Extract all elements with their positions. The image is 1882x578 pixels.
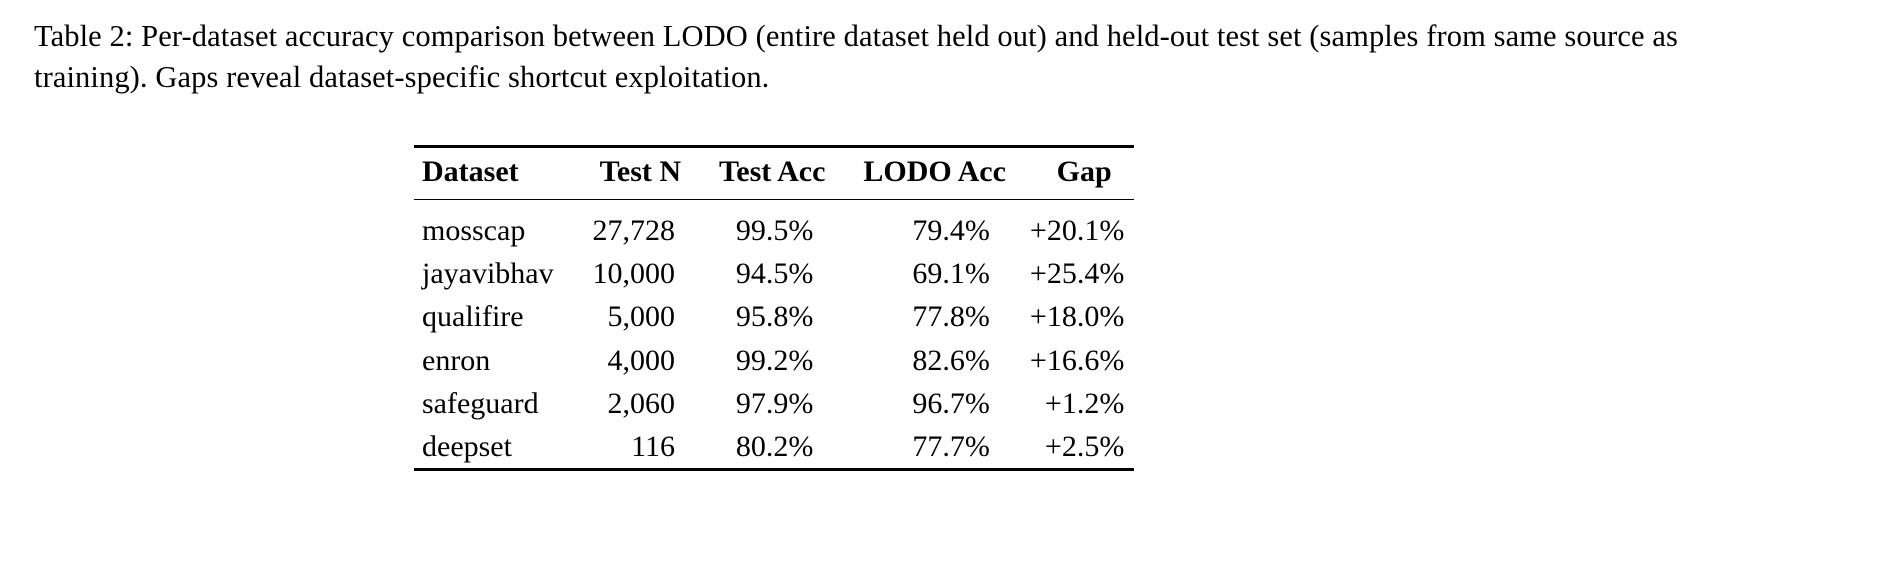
column-header-lodo-acc: LODO Acc (847, 148, 1024, 200)
cell-dataset: enron (422, 343, 491, 377)
table-row (414, 199, 1134, 252)
cell-test-acc: 99.2% (735, 343, 814, 377)
cell-gap: +18.0% (1029, 300, 1125, 334)
column-header-test-n: Test N (590, 148, 709, 200)
cell-test-acc: 95.8% (735, 300, 814, 334)
cell-test-n: 10,000 (592, 257, 676, 291)
cell-test-n: 5,000 (607, 300, 676, 334)
cell-test-n: 116 (631, 429, 676, 463)
column-header-test-acc: Test Acc (709, 148, 847, 200)
cell-test-acc: 97.9% (735, 386, 814, 420)
table-row (414, 382, 1134, 425)
cell-gap: +2.5% (1044, 429, 1125, 463)
table-row (414, 295, 1134, 338)
table-caption: Table 2: Per-dataset accuracy comparison between LODO (entire dataset held out) and held-out test set (samples from same source as training). Gaps reveal dataset-specific shortcut exploitation. (34, 19, 1678, 95)
cell-lodo-acc: 79.4% (912, 213, 990, 247)
cell-gap: +1.2% (1044, 386, 1125, 420)
cell-lodo-acc: 77.8% (912, 300, 990, 334)
cell-lodo-acc: 82.6% (912, 343, 990, 377)
cell-test-n: 2,060 (607, 386, 676, 420)
table-bottom-rule (414, 470, 1134, 472)
cell-dataset: jayavibhav (422, 257, 554, 291)
cell-test-acc: 80.2% (735, 429, 814, 463)
cell-dataset: mosscap (422, 213, 526, 247)
cell-dataset: qualifire (422, 300, 524, 334)
column-header-gap: Gap (1024, 148, 1134, 200)
cell-dataset: safeguard (422, 386, 539, 420)
column-header-dataset: Dataset (414, 148, 590, 200)
cell-test-acc: 99.5% (735, 213, 814, 247)
cell-gap: +20.1% (1029, 213, 1125, 247)
cell-test-acc: 94.5% (735, 257, 814, 291)
cell-test-n: 27,728 (592, 213, 676, 247)
per-dataset-accuracy-table (414, 145, 1134, 471)
cell-lodo-acc: 77.7% (912, 429, 990, 463)
cell-lodo-acc: 96.7% (912, 386, 990, 420)
table-header-row (414, 148, 1134, 200)
cell-dataset: deepset (422, 429, 512, 463)
cell-gap: +16.6% (1029, 343, 1125, 377)
cell-gap: +25.4% (1029, 257, 1125, 291)
table-row (414, 252, 1134, 295)
cell-lodo-acc: 69.1% (912, 257, 990, 291)
cell-test-n: 4,000 (607, 343, 676, 377)
table-row (414, 425, 1134, 470)
table-row (414, 339, 1134, 382)
table-container (34, 145, 1848, 471)
